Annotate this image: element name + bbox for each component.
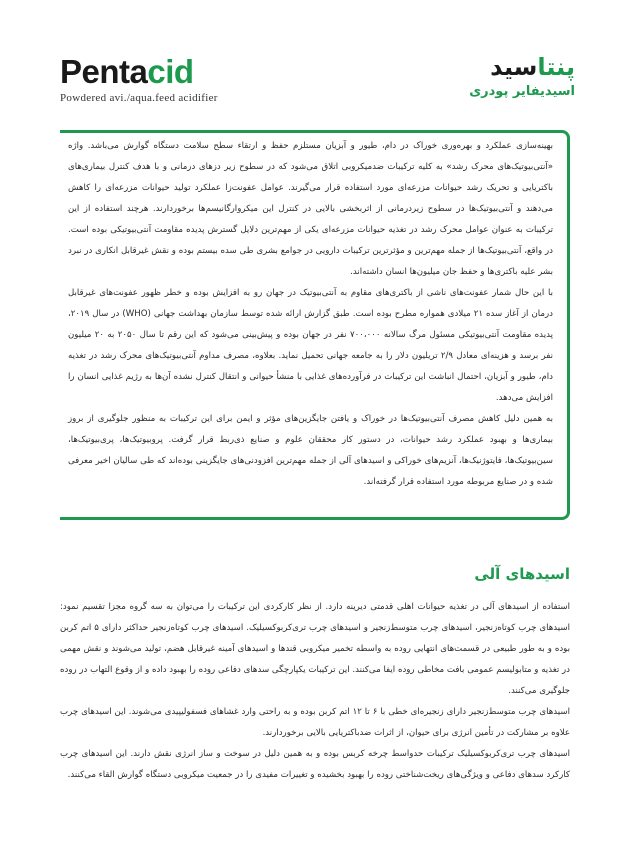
section-paragraph: اسیدهای چرب تری‌کربوکسیلیک ترکیبات حدواسط چرخه کربس بوده و به همین دلیل در سوخت و ساز انرژی نقش دارند. این اسیدهای چرب کارکرد سدهای دفاعی و ویژگی‌های ریخت‌شناختی روده را بهبود بخشیده و تغییرات مفیدی را در جمعیت میکروبی دستگاه گوارش القاء می‌کنند. bbox=[60, 749, 570, 780]
section-heading: اسیدهای آلی bbox=[474, 565, 570, 583]
logo-fa-wordmark bbox=[469, 52, 575, 82]
intro-text-block bbox=[68, 136, 553, 493]
logo-tagline: Powdered avi./aqua.feed acidifier bbox=[60, 92, 218, 104]
intro-paragraph: بهینه‌سازی عملکرد و بهره‌وری خوراک در دام، طیور و آبزیان مستلزم حفظ و ارتقاء سطح سلامت دستگاه گوارش می‌باشد. واژه «آنتی‌بیوتیک‌های محرک رشد» به کلیه ترکیبات ضدمیکروبی اتلاق می‌شود که در سطوح زیر دزهای درمانی و با هدف کنترل بیماری‌های باکتریایی و تحریک رشد حیوانات مزرعه‌ای مورد استفاده قرار می‌گیرند. عوامل عفونت‌زا عملکرد تولید حیوانات مزرعه‌ای را کاهش می‌دهند و آنتی‌بیوتیک‌ها در سطوح زیردرمانی از اثربخشی بالایی در کنترل این میکروارگانیسم‌ها برخوردارند. هرچند استفاده از این ترکیبات به عنوان عوامل محرک رشد در تغذیه حیوانات مزرعه‌ای یکی از مهم‌ترین دلایل گسترش پدیده مقاومت آنتی‌بیوتیکی بوده است. در واقع، آنتی‌بیوتیک‌ها از جمله مهم‌ترین و مؤثرترین ترکیبات دارویی در جوامع بشری طی سده بیستم بوده و نقش غیرقابل انکاری در نبرد بشر علیه باکتری‌ها و حفظ جان میلیون‌ها انسان داشته‌اند. bbox=[68, 141, 553, 277]
logo-word-accent: cid bbox=[147, 53, 194, 90]
section-text-block bbox=[60, 597, 570, 786]
intro-paragraph: با این حال شمار عفونت‌های ناشی از باکتری‌های مقاوم به آنتی‌بیوتیک در جهان رو به افزایش بوده و خطر ظهور عفونت‌های غیرقابل درمان از آغاز سده ۲۱ میلادی همواره مطرح بوده است. طبق گزارش ارائه شده توسط سازمان بهداشت جهانی (WHO) در سال ۲۰۱۹، پدیده مقاومت آنتی‌بیوتیکی مسئول مرگ سالانه ۷۰۰،۰۰۰ نفر در جهان بوده و پیش‌بینی می‌شود که این رقم تا سال ۲۰۵۰ به ۲۰ میلیون نفر برسد و هزینه‌ای معادل ۲/۹ تریلیون دلار را به جامعه جهانی تحمیل نماید. بعلاوه، مصرف مداوم آنتی‌بیوتیک‌های محرک رشد در تغذیه دام، طیور و آبزیان، احتمال انباشت این ترکیبات در فرآورده‌های غذایی با منشأ حیوانی و انتقال کنترل نشده آن‌ها به رژیم غذایی انسان را افزایش می‌دهد. bbox=[68, 288, 553, 403]
logo-fa-subtitle: اسیدیفایر پودری bbox=[469, 84, 575, 99]
intro-paragraph: به همین دلیل کاهش مصرف آنتی‌بیوتیک‌ها در خوراک و یافتن جایگزین‌های مؤثر و ایمن برای این ترکیبات به منظور جلوگیری از بروز بیماری‌ها و بهبود عملکرد رشد حیوانات، در دستور کار محققان علوم و صنایع ذی‌ربط قرار گرفت. پروبیوتیک‌ها، پری‌بیوتیک‌ها، سین‌بیوتیک‌ها، فایتوژنیک‌ها، آنزیم‌های خوراکی و اسیدهای آلی از جمله مهم‌ترین افزودنی‌های جایگزینی بوده‌اند که طی سالیان اخیر معرفی شده و در صنایع مربوطه مورد استفاده قرار گرفته‌اند. bbox=[68, 414, 553, 487]
section-paragraph: استفاده از اسیدهای آلی در تغذیه حیوانات اهلی قدمتی دیرینه دارد. از نظر کارکردی این ترکیبات را می‌توان به سه گروه مجزا تقسیم نمود: اسیدهای چرب کوتاه‌زنجیر، اسیدهای چرب متوسط‌زنجیر و اسیدهای چرب تری‌کربوکسیلیک. اسیدهای چرب کوتاه‌زنجیر حداکثر دارای ۵ اتم کربن بوده و به طور طبیعی در قسمت‌های انتهایی روده به واسطه تخمیر میکروبی قندها و اسیدهای آمینه غیرقابل هضم، تولید می‌شوند و نقش مهمی در تغذیه و متابولیسم عمومی بافت مخاطی روده ایفا می‌کنند. این ترکیبات یکپارچگی سدهای دفاعی روده را بهبود داده و از وقوع التهاب در روده جلوگیری می‌کنند. bbox=[60, 602, 570, 696]
logo-wordmark bbox=[60, 54, 218, 90]
logo-word-main: Penta bbox=[60, 53, 148, 90]
pentacid-logo-fa bbox=[469, 52, 575, 99]
section-paragraph: اسیدهای چرب متوسط‌زنجیر دارای زنجیره‌ای خطی با ۶ تا ۱۲ اتم کربن بوده و به راحتی وارد غشاهای فسفولیپیدی می‌شوند. این اسیدهای چرب علاوه بر مشارکت در تأمین انرژی برای حیوان، از اثرات ضدباکتریایی بالایی برخوردارند. bbox=[60, 707, 570, 738]
pentacid-logo-en bbox=[60, 54, 218, 104]
logo-fa-word-accent: پنتا bbox=[537, 53, 575, 81]
logo-fa-word-main: سید bbox=[490, 53, 538, 81]
